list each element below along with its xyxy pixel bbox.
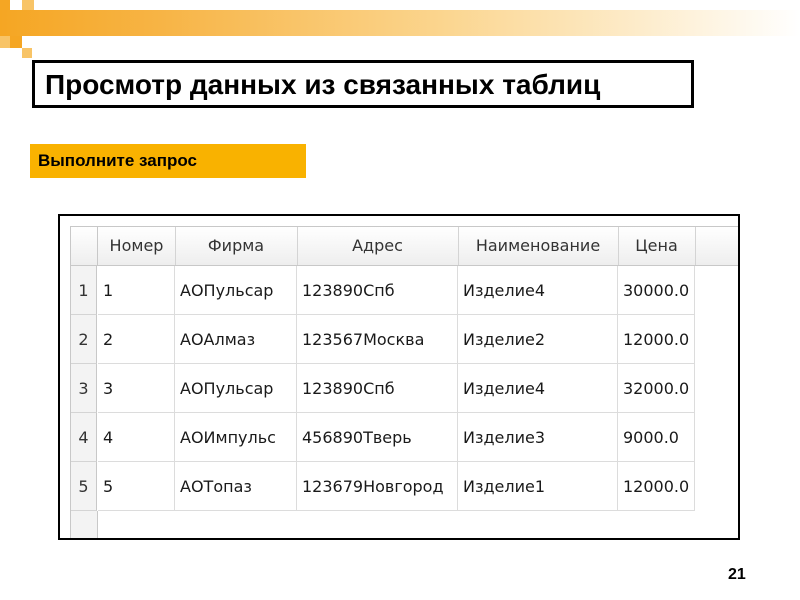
table-cell[interactable]: 3 <box>98 364 175 413</box>
table-cell[interactable]: 2 <box>98 315 175 364</box>
column-header-adres[interactable]: Адрес <box>297 227 459 265</box>
column-header-naimenovanie[interactable]: Наименование <box>458 227 619 265</box>
table-cell[interactable]: 5 <box>98 462 175 511</box>
table-cell[interactable]: 123890Спб <box>297 364 458 413</box>
row-header[interactable]: 2 <box>71 315 97 364</box>
table-cell[interactable]: АОИмпульс <box>175 413 297 462</box>
table-cell[interactable]: 1 <box>98 266 175 315</box>
empty-row-header <box>71 511 98 538</box>
decor-square <box>22 48 32 58</box>
table-cell[interactable]: 123679Новгород <box>297 462 458 511</box>
column-header-firma[interactable]: Фирма <box>175 227 298 265</box>
table-cell[interactable]: 30000.0 <box>618 266 695 315</box>
query-result-grid <box>70 226 738 538</box>
table-cell[interactable]: АОАлмаз <box>175 315 297 364</box>
table-cell[interactable]: 123890Спб <box>297 266 458 315</box>
table-cell[interactable]: 456890Тверь <box>297 413 458 462</box>
column-header-cena[interactable]: Цена <box>618 227 696 265</box>
grid-corner[interactable] <box>71 227 98 265</box>
table-cell[interactable]: Изделие4 <box>458 266 618 315</box>
table-cell[interactable]: 12000.0 <box>618 315 695 364</box>
header-band <box>0 10 800 36</box>
table-cell[interactable]: Изделие1 <box>458 462 618 511</box>
table-cell[interactable]: 123567Москва <box>297 315 458 364</box>
table-cell[interactable]: АОПульсар <box>175 364 297 413</box>
subtitle: Выполните запрос <box>38 151 197 170</box>
row-header[interactable]: 4 <box>71 413 97 462</box>
page-number: 21 <box>728 566 746 583</box>
slide-title: Просмотр данных из связанных таблиц <box>45 69 601 100</box>
decor-square <box>10 36 22 48</box>
row-header[interactable]: 3 <box>71 364 97 413</box>
table-cell[interactable]: 12000.0 <box>618 462 695 511</box>
table-cell[interactable]: 9000.0 <box>618 413 695 462</box>
query-result-window <box>58 214 740 540</box>
table-cell[interactable]: Изделие4 <box>458 364 618 413</box>
decor-square <box>0 0 10 10</box>
row-header[interactable]: 5 <box>71 462 97 511</box>
column-header-nomer[interactable]: Номер <box>98 227 176 265</box>
slide-title-box <box>32 60 694 108</box>
table-cell[interactable]: Изделие3 <box>458 413 618 462</box>
table-cell[interactable]: 32000.0 <box>618 364 695 413</box>
column-header-row <box>71 227 738 266</box>
table-cell[interactable]: 4 <box>98 413 175 462</box>
decor-square <box>0 36 10 48</box>
decor-square <box>22 0 34 10</box>
table-cell[interactable]: АОПульсар <box>175 266 297 315</box>
table-cell[interactable]: АОТопаз <box>175 462 297 511</box>
subtitle-box <box>30 144 306 178</box>
table-cell[interactable]: Изделие2 <box>458 315 618 364</box>
row-header[interactable]: 1 <box>71 266 97 315</box>
